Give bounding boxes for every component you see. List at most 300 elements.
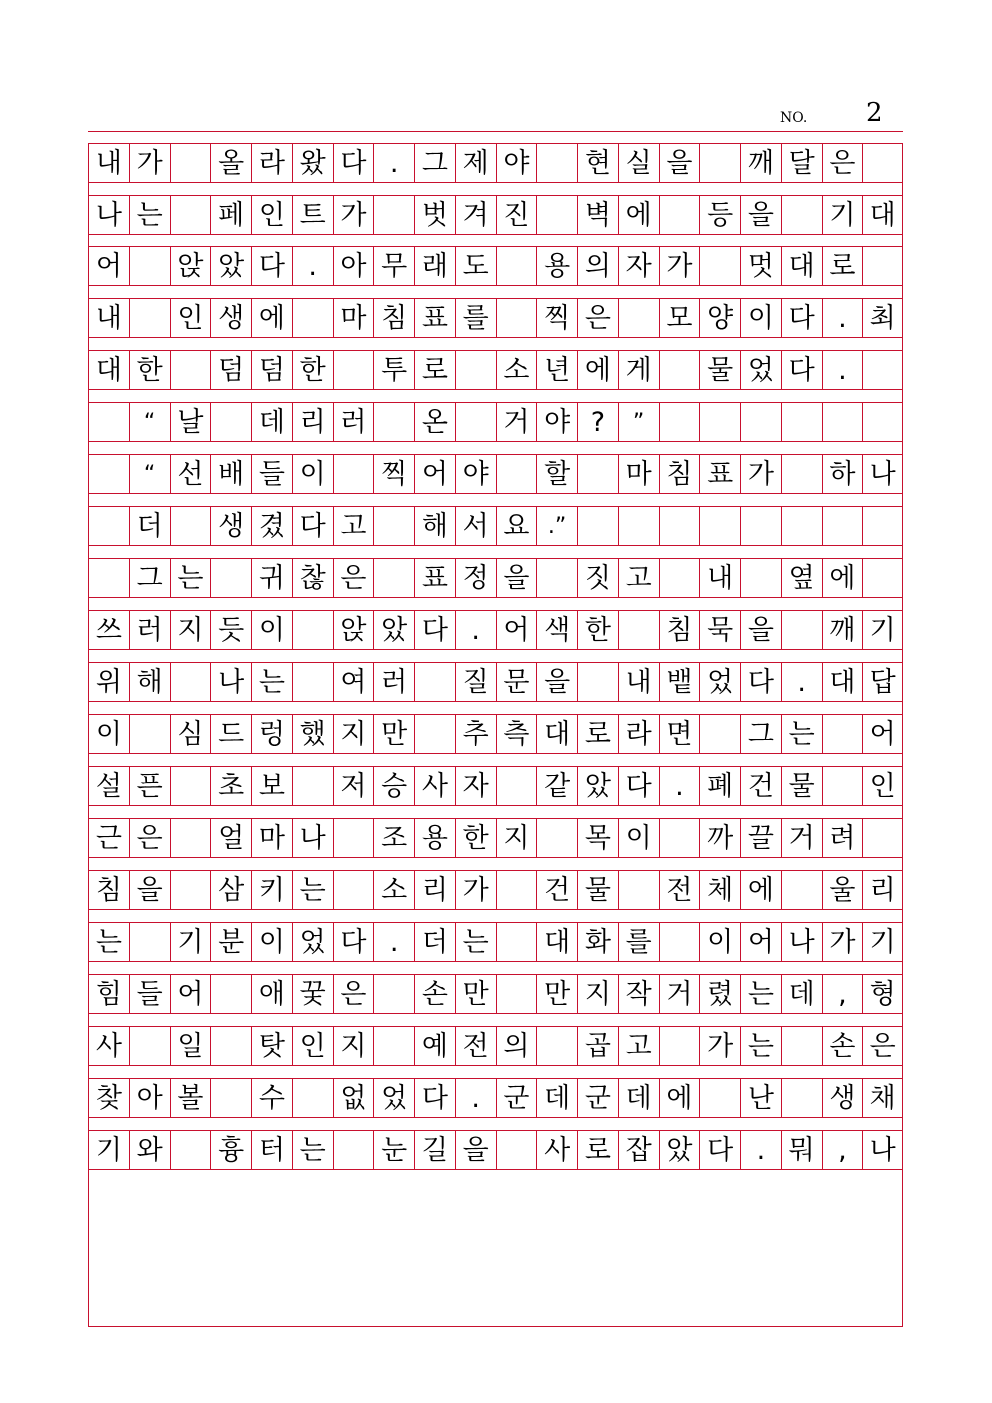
grid-cell: 지 bbox=[333, 714, 374, 754]
grid-cell: 나 bbox=[781, 922, 822, 962]
grid-cell: 침 bbox=[373, 298, 414, 338]
grid-cell: 문 bbox=[496, 662, 537, 702]
grid-cell: 나 bbox=[862, 1130, 903, 1170]
grid-cell bbox=[699, 506, 740, 546]
grid-cell: 승 bbox=[373, 766, 414, 806]
grid-cell: 리 bbox=[292, 402, 333, 442]
grid-cell bbox=[333, 870, 374, 910]
grid-cell: 대 bbox=[88, 350, 129, 390]
grid-cell: 까 bbox=[699, 818, 740, 858]
grid-cell: 요 bbox=[496, 506, 537, 546]
grid-cell: 추 bbox=[455, 714, 496, 754]
grid-cell bbox=[577, 662, 618, 702]
grid-cell bbox=[618, 506, 659, 546]
grid-cell: 다 bbox=[333, 143, 374, 183]
grid-cell: 았 bbox=[373, 610, 414, 650]
grid-cell bbox=[170, 350, 211, 390]
grid-cell: 다 bbox=[781, 350, 822, 390]
grid-cell: 도 bbox=[455, 246, 496, 286]
grid-cell bbox=[496, 766, 537, 806]
grid-cell: 키 bbox=[251, 870, 292, 910]
grid-cell: 곱 bbox=[577, 1026, 618, 1066]
grid-cell: 힘 bbox=[88, 974, 129, 1014]
grid-cell: 뱉 bbox=[659, 662, 700, 702]
grid-cell bbox=[373, 195, 414, 235]
grid-cell: 내 bbox=[88, 298, 129, 338]
grid-cell: 을 bbox=[740, 195, 781, 235]
grid-cell: 꿎 bbox=[292, 974, 333, 1014]
grid-cell: 만 bbox=[536, 974, 577, 1014]
grid-cell: 없 bbox=[333, 1078, 374, 1118]
grid-cell: 야 bbox=[455, 454, 496, 494]
grid-cell bbox=[88, 506, 129, 546]
grid-cell: 기 bbox=[862, 610, 903, 650]
grid-cell: 지 bbox=[170, 610, 211, 650]
grid-cell: 옆 bbox=[781, 558, 822, 598]
grid-cell: 인 bbox=[292, 1026, 333, 1066]
grid-cell bbox=[373, 402, 414, 442]
grid-row bbox=[88, 974, 903, 1014]
grid-row bbox=[88, 402, 903, 442]
grid-cell: 체 bbox=[699, 870, 740, 910]
grid-cell: 들 bbox=[251, 454, 292, 494]
grid-cell: “ bbox=[129, 402, 170, 442]
grid-row bbox=[88, 870, 903, 910]
grid-cell: 겨 bbox=[455, 195, 496, 235]
grid-cell: 로 bbox=[822, 246, 863, 286]
grid-cell: 내 bbox=[88, 143, 129, 183]
grid-cell: 년 bbox=[536, 350, 577, 390]
grid-cell bbox=[536, 195, 577, 235]
grid-cell bbox=[618, 610, 659, 650]
grid-cell: 페 bbox=[210, 195, 251, 235]
grid-cell: 러 bbox=[129, 610, 170, 650]
grid-cell: 았 bbox=[577, 766, 618, 806]
grid-cell: 사 bbox=[88, 1026, 129, 1066]
grid-cell: 가 bbox=[822, 922, 863, 962]
grid-cell: 찍 bbox=[373, 454, 414, 494]
grid-cell: . bbox=[373, 143, 414, 183]
grid-cell: 나 bbox=[862, 454, 903, 494]
grid-cell bbox=[659, 558, 700, 598]
grid-cell: 가 bbox=[659, 246, 700, 286]
grid-cell: 은 bbox=[862, 1026, 903, 1066]
grid-cell: 을 bbox=[740, 610, 781, 650]
grid-cell bbox=[822, 402, 863, 442]
grid-cell: 했 bbox=[292, 714, 333, 754]
grid-cell: 지 bbox=[496, 818, 537, 858]
grid-cell: 양 bbox=[699, 298, 740, 338]
grid-cell: 다 bbox=[292, 506, 333, 546]
grid-cell bbox=[373, 506, 414, 546]
grid-cell: 어 bbox=[88, 246, 129, 286]
grid-cell: 나 bbox=[210, 662, 251, 702]
grid-cell: 흉 bbox=[210, 1130, 251, 1170]
grid-row bbox=[88, 558, 903, 598]
grid-cell bbox=[455, 402, 496, 442]
grid-cell bbox=[862, 402, 903, 442]
grid-cell bbox=[781, 454, 822, 494]
grid-cell: 소 bbox=[373, 870, 414, 910]
grid-cell bbox=[536, 818, 577, 858]
grid-cell: 는 bbox=[455, 922, 496, 962]
grid-cell: 더 bbox=[129, 506, 170, 546]
grid-cell: 달 bbox=[781, 143, 822, 183]
grid-cell: 심 bbox=[170, 714, 211, 754]
grid-cell: 는 bbox=[781, 714, 822, 754]
grid-cell bbox=[210, 974, 251, 1014]
grid-cell bbox=[781, 610, 822, 650]
grid-cell: 대 bbox=[781, 246, 822, 286]
grid-cell bbox=[170, 143, 211, 183]
grid-row bbox=[88, 506, 903, 546]
grid-cell: 대 bbox=[536, 714, 577, 754]
grid-cell: 이 bbox=[251, 610, 292, 650]
grid-cell: 벽 bbox=[577, 195, 618, 235]
grid-row bbox=[88, 143, 903, 183]
grid-cell: 손 bbox=[822, 1026, 863, 1066]
grid-cell: 면 bbox=[659, 714, 700, 754]
grid-cell: 로 bbox=[577, 714, 618, 754]
grid-cell: “ bbox=[129, 454, 170, 494]
grid-cell: 한 bbox=[577, 610, 618, 650]
grid-cell bbox=[618, 298, 659, 338]
grid-cell: 표 bbox=[414, 298, 455, 338]
grid-cell bbox=[170, 506, 211, 546]
grid-cell bbox=[862, 246, 903, 286]
grid-cell: 은 bbox=[333, 974, 374, 1014]
grid-cell: 조 bbox=[373, 818, 414, 858]
grid-cell: ” bbox=[618, 402, 659, 442]
grid-cell: 다 bbox=[618, 766, 659, 806]
grid-cell bbox=[862, 350, 903, 390]
grid-cell: 답 bbox=[862, 662, 903, 702]
grid-cell: 게 bbox=[618, 350, 659, 390]
grid-cell: 이 bbox=[88, 714, 129, 754]
grid-cell bbox=[170, 766, 211, 806]
grid-cell: . bbox=[822, 298, 863, 338]
grid-cell bbox=[292, 1078, 333, 1118]
grid-cell: 거 bbox=[659, 974, 700, 1014]
grid-cell: 침 bbox=[659, 454, 700, 494]
grid-row bbox=[88, 454, 903, 494]
grid-cell: . bbox=[455, 1078, 496, 1118]
grid-cell bbox=[210, 1078, 251, 1118]
grid-cell: 가 bbox=[333, 195, 374, 235]
grid-cell: 을 bbox=[659, 143, 700, 183]
grid-cell: 한 bbox=[292, 350, 333, 390]
grid-cell: 은 bbox=[129, 818, 170, 858]
grid-cell: 자 bbox=[618, 246, 659, 286]
grid-cell: 군 bbox=[496, 1078, 537, 1118]
grid-cell: 다 bbox=[414, 610, 455, 650]
grid-cell: 다 bbox=[414, 1078, 455, 1118]
grid-cell: 전 bbox=[659, 870, 700, 910]
grid-cell: 만 bbox=[455, 974, 496, 1014]
grid-cell: 채 bbox=[862, 1078, 903, 1118]
grid-cell: 는 bbox=[88, 922, 129, 962]
grid-cell: 용 bbox=[536, 246, 577, 286]
grid-cell bbox=[88, 558, 129, 598]
grid-cell: 는 bbox=[251, 662, 292, 702]
grid-cell bbox=[822, 766, 863, 806]
grid-cell bbox=[659, 506, 700, 546]
grid-cell: 소 bbox=[496, 350, 537, 390]
grid-cell: 앉 bbox=[333, 610, 374, 650]
grid-cell: 인 bbox=[170, 298, 211, 338]
grid-cell: 사 bbox=[536, 1130, 577, 1170]
grid-cell bbox=[822, 714, 863, 754]
grid-cell: 침 bbox=[659, 610, 700, 650]
grid-cell bbox=[455, 350, 496, 390]
grid-cell bbox=[129, 922, 170, 962]
grid-cell: 애 bbox=[251, 974, 292, 1014]
grid-cell: 은 bbox=[822, 143, 863, 183]
grid-cell: 야 bbox=[536, 402, 577, 442]
grid-cell bbox=[659, 350, 700, 390]
grid-cell: 위 bbox=[88, 662, 129, 702]
grid-cell: 같 bbox=[536, 766, 577, 806]
grid-cell: 와 bbox=[129, 1130, 170, 1170]
grid-cell bbox=[577, 506, 618, 546]
grid-cell bbox=[740, 506, 781, 546]
grid-cell: 서 bbox=[455, 506, 496, 546]
grid-cell bbox=[862, 818, 903, 858]
grid-cell: 귀 bbox=[251, 558, 292, 598]
grid-cell: 마 bbox=[618, 454, 659, 494]
grid-cell: 사 bbox=[414, 766, 455, 806]
page-number: 2 bbox=[866, 98, 883, 128]
grid-cell: 의 bbox=[496, 1026, 537, 1066]
grid-cell: 올 bbox=[210, 143, 251, 183]
grid-cell: 짓 bbox=[577, 558, 618, 598]
grid-cell: 표 bbox=[414, 558, 455, 598]
grid-cell: 다 bbox=[251, 246, 292, 286]
grid-cell bbox=[292, 662, 333, 702]
grid-cell: 아 bbox=[129, 1078, 170, 1118]
grid-cell bbox=[862, 143, 903, 183]
grid-cell: 한 bbox=[455, 818, 496, 858]
grid-cell bbox=[170, 870, 211, 910]
grid-cell: 을 bbox=[496, 558, 537, 598]
grid-cell bbox=[781, 1078, 822, 1118]
grid-cell: , bbox=[822, 1130, 863, 1170]
grid-cell: 덤 bbox=[251, 350, 292, 390]
grid-cell: 얼 bbox=[210, 818, 251, 858]
grid-cell: 묵 bbox=[699, 610, 740, 650]
grid-cell bbox=[333, 818, 374, 858]
grid-cell: 형 bbox=[862, 974, 903, 1014]
grid-row bbox=[88, 610, 903, 650]
grid-cell: 어 bbox=[740, 922, 781, 962]
grid-cell: 고 bbox=[618, 558, 659, 598]
header-rule bbox=[88, 131, 903, 132]
grid-cell bbox=[699, 246, 740, 286]
grid-cell bbox=[659, 922, 700, 962]
grid-cell bbox=[659, 818, 700, 858]
grid-cell: 었 bbox=[740, 350, 781, 390]
grid-cell: 지 bbox=[577, 974, 618, 1014]
grid-cell: 수 bbox=[251, 1078, 292, 1118]
grid-cell: 쓰 bbox=[88, 610, 129, 650]
grid-cell bbox=[781, 402, 822, 442]
grid-cell: 다 bbox=[699, 1130, 740, 1170]
grid-cell bbox=[659, 402, 700, 442]
grid-row bbox=[88, 246, 903, 286]
grid-cell: 예 bbox=[414, 1026, 455, 1066]
grid-cell: 마 bbox=[333, 298, 374, 338]
grid-cell: 을 bbox=[129, 870, 170, 910]
grid-cell: 고 bbox=[333, 506, 374, 546]
grid-cell bbox=[699, 714, 740, 754]
grid-cell bbox=[496, 1130, 537, 1170]
grid-cell: 려 bbox=[822, 818, 863, 858]
page-no-label: NO. bbox=[780, 110, 808, 126]
grid-cell: 는 bbox=[129, 195, 170, 235]
grid-cell: 데 bbox=[536, 1078, 577, 1118]
grid-cell: 러 bbox=[373, 662, 414, 702]
grid-row bbox=[88, 818, 903, 858]
grid-cell: 대 bbox=[822, 662, 863, 702]
grid-cell: 무 bbox=[373, 246, 414, 286]
grid-cell: 찮 bbox=[292, 558, 333, 598]
grid-cell: 찾 bbox=[88, 1078, 129, 1118]
grid-cell bbox=[373, 1026, 414, 1066]
grid-cell: 었 bbox=[373, 1078, 414, 1118]
grid-cell bbox=[699, 143, 740, 183]
grid-cell: , bbox=[822, 974, 863, 1014]
grid-cell bbox=[88, 454, 129, 494]
grid-cell: 그 bbox=[129, 558, 170, 598]
grid-cell: 난 bbox=[740, 1078, 781, 1118]
grid-cell bbox=[170, 1130, 211, 1170]
grid-cell: 나 bbox=[292, 818, 333, 858]
grid-cell: 측 bbox=[496, 714, 537, 754]
grid-cell: 내 bbox=[699, 558, 740, 598]
grid-row bbox=[88, 714, 903, 754]
grid-cell: 어 bbox=[496, 610, 537, 650]
grid-cell: 래 bbox=[414, 246, 455, 286]
grid-cell: 은 bbox=[333, 558, 374, 598]
grid-cell: . bbox=[822, 350, 863, 390]
grid-cell: 용 bbox=[414, 818, 455, 858]
grid-cell: 을 bbox=[536, 662, 577, 702]
grid-cell: 생 bbox=[210, 506, 251, 546]
grid-cell: 삼 bbox=[210, 870, 251, 910]
grid-cell bbox=[496, 298, 537, 338]
grid-cell bbox=[210, 402, 251, 442]
grid-cell: 실 bbox=[618, 143, 659, 183]
grid-cell: 눈 bbox=[373, 1130, 414, 1170]
grid-cell: 덤 bbox=[210, 350, 251, 390]
grid-cell: 찍 bbox=[536, 298, 577, 338]
grid-cell: 질 bbox=[455, 662, 496, 702]
grid-cell: 현 bbox=[577, 143, 618, 183]
grid-cell: 에 bbox=[659, 1078, 700, 1118]
grid-cell bbox=[740, 402, 781, 442]
grid-cell bbox=[292, 610, 333, 650]
grid-cell: 왔 bbox=[292, 143, 333, 183]
grid-cell: 기 bbox=[862, 922, 903, 962]
grid-cell: 는 bbox=[292, 870, 333, 910]
grid-cell: 목 bbox=[577, 818, 618, 858]
grid-cell: 렸 bbox=[699, 974, 740, 1014]
grid-cell: 로 bbox=[414, 350, 455, 390]
grid-cell: 제 bbox=[455, 143, 496, 183]
grid-cell: 데 bbox=[781, 974, 822, 1014]
grid-cell: 여 bbox=[333, 662, 374, 702]
grid-cell bbox=[373, 558, 414, 598]
grid-cell: 이 bbox=[292, 454, 333, 494]
grid-cell: . bbox=[781, 662, 822, 702]
grid-cell bbox=[292, 298, 333, 338]
grid-cell: 설 bbox=[88, 766, 129, 806]
grid-cell: 초 bbox=[210, 766, 251, 806]
grid-cell: 모 bbox=[659, 298, 700, 338]
grid-cell: 자 bbox=[455, 766, 496, 806]
grid-cell: 를 bbox=[618, 922, 659, 962]
grid-cell: 가 bbox=[129, 143, 170, 183]
grid-cell bbox=[659, 195, 700, 235]
grid-cell bbox=[781, 870, 822, 910]
grid-cell: 은 bbox=[577, 298, 618, 338]
grid-cell: 트 bbox=[292, 195, 333, 235]
grid-cell: 근 bbox=[88, 818, 129, 858]
grid-cell: 등 bbox=[699, 195, 740, 235]
grid-cell: 는 bbox=[740, 974, 781, 1014]
grid-row bbox=[88, 195, 903, 235]
grid-cell: 고 bbox=[618, 1026, 659, 1066]
grid-cell bbox=[333, 1130, 374, 1170]
grid-cell: 뭐 bbox=[781, 1130, 822, 1170]
grid-cell: 선 bbox=[170, 454, 211, 494]
grid-cell: 았 bbox=[659, 1130, 700, 1170]
grid-cell: 울 bbox=[822, 870, 863, 910]
grid-cell: 볼 bbox=[170, 1078, 211, 1118]
grid-cell bbox=[536, 1026, 577, 1066]
grid-cell: 에 bbox=[251, 298, 292, 338]
grid-cell: 앉 bbox=[170, 246, 211, 286]
grid-cell: 는 bbox=[292, 1130, 333, 1170]
grid-cell: 데 bbox=[251, 402, 292, 442]
grid-cell: 최 bbox=[862, 298, 903, 338]
grid-cell: 물 bbox=[699, 350, 740, 390]
grid-cell bbox=[781, 195, 822, 235]
grid-cell: 어 bbox=[414, 454, 455, 494]
grid-cell: 해 bbox=[129, 662, 170, 702]
grid-cell: 깨 bbox=[740, 143, 781, 183]
grid-cell: 가 bbox=[740, 454, 781, 494]
grid-cell bbox=[333, 350, 374, 390]
grid-cell: 건 bbox=[536, 870, 577, 910]
grid-cell: 러 bbox=[333, 402, 374, 442]
grid-cell: 저 bbox=[333, 766, 374, 806]
grid-cell: 분 bbox=[210, 922, 251, 962]
grid-row bbox=[88, 1026, 903, 1066]
grid-cell bbox=[699, 1078, 740, 1118]
grid-cell bbox=[292, 766, 333, 806]
grid-cell: 다 bbox=[781, 298, 822, 338]
grid-cell bbox=[129, 1026, 170, 1066]
grid-cell: 거 bbox=[781, 818, 822, 858]
grid-cell bbox=[210, 558, 251, 598]
grid-cell: 폐 bbox=[699, 766, 740, 806]
grid-cell: 았 bbox=[210, 246, 251, 286]
grid-cell: 인 bbox=[862, 766, 903, 806]
grid-cell: 다 bbox=[333, 922, 374, 962]
grid-cell: 더 bbox=[414, 922, 455, 962]
grid-cell: 내 bbox=[618, 662, 659, 702]
